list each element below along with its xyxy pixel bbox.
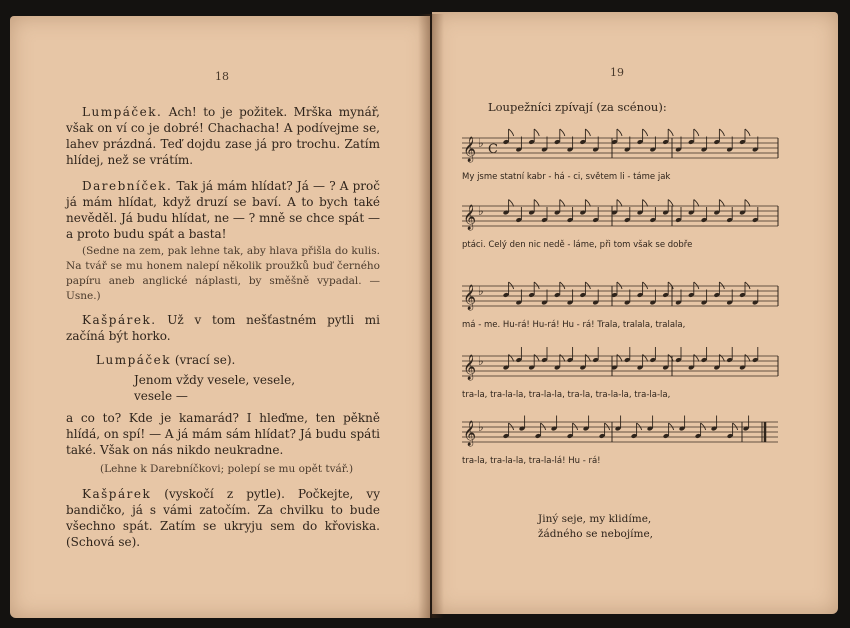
note-flag (534, 129, 539, 136)
note-flag (534, 355, 539, 362)
note-flag (669, 423, 674, 430)
note-flag (585, 129, 590, 136)
flat-sign-icon: ♭ (478, 420, 484, 434)
note-flag (701, 423, 706, 430)
dialogue-text: (vyskočí z pytle). Počkejte, vy bandičko, já s vámi zatočím. Za chvilku to bude všechno spát. Zatím se ukryju sem do křoviska. (Schová se). (66, 487, 380, 549)
note-flag (694, 355, 699, 362)
note-flag (745, 129, 750, 136)
speaker-name: Kašpárek (82, 487, 152, 501)
sung-line-1: Jenom vždy vesele, vesele, (134, 373, 296, 387)
note-flag (668, 200, 673, 207)
stage-direction-1: (Sedne na zem, pak lehne tak, aby hlava přišla do kulis. Na tvář se mu honem nalepí několik proužků buď černého papíru aneb anglické náplasti, by směšně vypadal. — Usne.) (66, 245, 380, 302)
sung-line-2: vesele — (134, 389, 188, 403)
flat-sign-icon: ♭ (478, 136, 484, 150)
note-flag (509, 129, 514, 136)
note-flag (534, 200, 539, 207)
note-flag (509, 423, 514, 430)
speaker-name: Darebníček. (82, 179, 173, 193)
note-flag (617, 355, 622, 362)
music-notation (462, 196, 780, 240)
paragraph-lumpacek-2 (80, 352, 380, 368)
note-flag (719, 355, 724, 362)
note-flag (541, 423, 546, 430)
note-flag (509, 282, 514, 289)
book-gutter (418, 14, 444, 618)
treble-clef-icon: 𝄞 (463, 421, 477, 446)
note-flag (573, 423, 578, 430)
note-flag (560, 129, 565, 136)
note-flag (534, 282, 539, 289)
note-flag (560, 282, 565, 289)
note-flag (509, 200, 514, 207)
treble-clef-icon: 𝄞 (463, 285, 477, 310)
staff-lyrics: My jsme statní kabr - há - ci, světem li - táme jak (462, 172, 671, 182)
note-flag (745, 282, 750, 289)
dialogue-text: Už v tom nešťastném pytli mi začíná být horko. (66, 313, 380, 343)
note-flag (694, 200, 699, 207)
note-flag (745, 200, 750, 207)
note-flag (733, 423, 738, 430)
music-staff-5 (462, 412, 780, 466)
note-flag (617, 129, 622, 136)
staff-lyrics: tra-la, tra-la-la, tra-la-la, tra-la, tra-la-la, tra-la-la, (462, 390, 671, 400)
note-flag (509, 355, 514, 362)
music-staff-4 (462, 346, 780, 400)
note-flag (719, 129, 724, 136)
flat-sign-icon: ♭ (478, 204, 484, 218)
note-flag (585, 200, 590, 207)
note-flag (694, 129, 699, 136)
music-staff-3 (462, 276, 780, 330)
time-signature: C (488, 142, 498, 157)
verse-text (538, 512, 653, 542)
music-staff-2 (462, 196, 780, 250)
note-flag (745, 355, 750, 362)
stage-note: (vrací se). (171, 353, 236, 367)
music-notation (462, 346, 780, 390)
note-flag (560, 200, 565, 207)
staff-lyrics: ptáci. Celý den nic nedě - láme, při tom však se dobře (462, 240, 693, 250)
paragraph-darebnicek (66, 178, 380, 242)
note-flag (643, 129, 648, 136)
note-flag (560, 355, 565, 362)
song-title: Loupežníci zpívají (za scénou): (488, 100, 667, 114)
treble-clef-icon: 𝄞 (463, 355, 477, 380)
note-flag (643, 200, 648, 207)
speaker-name: Lumpáček. (82, 105, 163, 119)
treble-clef-icon: 𝄞 (463, 205, 477, 230)
dialogue-text: Ach! to je požitek. Mrška mynář, však on ví co je dobré! Chachacha! A podívejme se, lahev prázdná. Teď dojdu zase já pro trochu. Zatím hlídej, než se vrátím. (66, 105, 380, 167)
note-flag (617, 200, 622, 207)
note-flag (585, 282, 590, 289)
note-flag (605, 423, 610, 430)
staff-lyrics: má - me. Hu-rá! Hu-rá! Hu - rá! Trala, tralala, tralala, (462, 320, 686, 330)
paragraph-lumpacek-1 (66, 104, 380, 168)
music-notation (462, 276, 780, 320)
note-flag (617, 282, 622, 289)
note-flag (694, 282, 699, 289)
page-number-right: 19 (610, 66, 624, 79)
music-staff-1 (462, 128, 780, 182)
stage-direction-2: (Lehne k Darebníčkovi; polepí se mu opět tvář.) (100, 463, 354, 475)
note-flag (637, 423, 642, 430)
note-flag (668, 129, 673, 136)
note-flag (585, 355, 590, 362)
dialogue-text: Tak já mám hlídat? Já — ? A proč já mám hlídat, když druzí se baví. A to bych také nevěděl. Já budu hlídat, ne — ? mně se chce spát — a proto budu spát a basta! (66, 179, 380, 241)
speaker-name: Kašpárek. (82, 313, 157, 327)
page-number-left: 18 (215, 70, 229, 83)
flat-sign-icon: ♭ (478, 284, 484, 298)
flat-sign-icon: ♭ (478, 354, 484, 368)
note-flag (668, 282, 673, 289)
paragraph-kasparek-1 (66, 312, 380, 344)
note-flag (719, 200, 724, 207)
verse-line-2: žádného se nebojíme, (538, 528, 653, 540)
note-flag (719, 282, 724, 289)
note-flag (643, 282, 648, 289)
verse-line-1: Jiný seje, my klidíme, (538, 513, 652, 525)
staff-lyrics: tra-la, tra-la-la, tra-la-lá! Hu - rá! (462, 456, 601, 466)
treble-clef-icon: 𝄞 (463, 137, 477, 162)
note-flag (643, 355, 648, 362)
music-notation (462, 128, 780, 172)
paragraph-kasparek-2 (66, 486, 380, 550)
music-notation (462, 412, 780, 456)
paragraph-lumpacek-3: a co to? Kde je kamarád? I hleďme, ten pěkně hlídá, on spí! — A já mám sám hlídat? Já budu spáti také. Však on nás nikdo neukradne. (66, 411, 380, 457)
speaker-name: Lumpáček (96, 353, 172, 367)
